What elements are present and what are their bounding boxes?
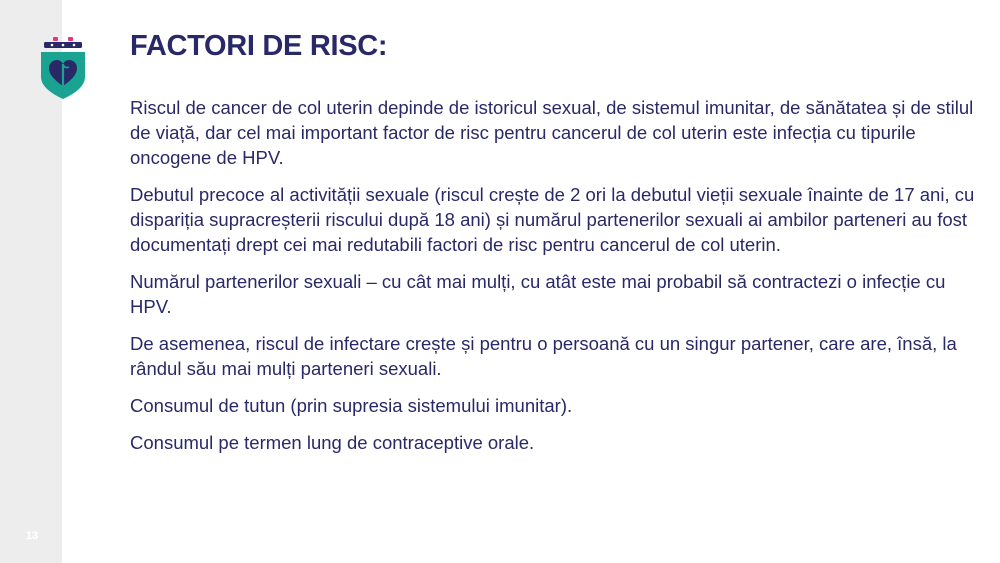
slide-title: FACTORI DE RISC: <box>130 30 388 62</box>
paragraph-5: Consumul de tutun (prin supresia sistemului imunitar). <box>130 395 573 416</box>
slide-content <box>130 95 980 467</box>
page-number: 13 <box>25 530 39 542</box>
paragraph-2: Debutul precoce al activității sexuale (riscul crește de 2 ori la debutul vieții sexuale înainte de 17 ani, cu dispariția supracreșterii riscului după 18 ani) și numărul partenerilor sexuali ai ambilor parteneri au fost documentați drept cei mai redutabili factori de risc pentru cancerul de col uterin. <box>130 184 975 255</box>
paragraph-1: Riscul de cancer de col uterin depinde de istoricul sexual, de sistemul imunitar, de sănătatea și de stilul de viață, dar cel mai important factor de risc pentru cancerul de col uterin este infecția cu tipurile oncogene de HPV. <box>130 97 974 168</box>
shield-heart-icon <box>40 37 86 99</box>
paragraph-3: Numărul partenerilor sexuali – cu cât mai mulți, cu atât este mai probabil să contractezi o infecție cu HPV. <box>130 271 946 317</box>
paragraph-4: De asemenea, riscul de infectare crește și pentru o persoană cu un singur partener, care are, însă, la rândul său mai mulți parteneri sexuali. <box>130 333 957 379</box>
paragraph-6: Consumul pe termen lung de contraceptive orale. <box>130 432 535 453</box>
